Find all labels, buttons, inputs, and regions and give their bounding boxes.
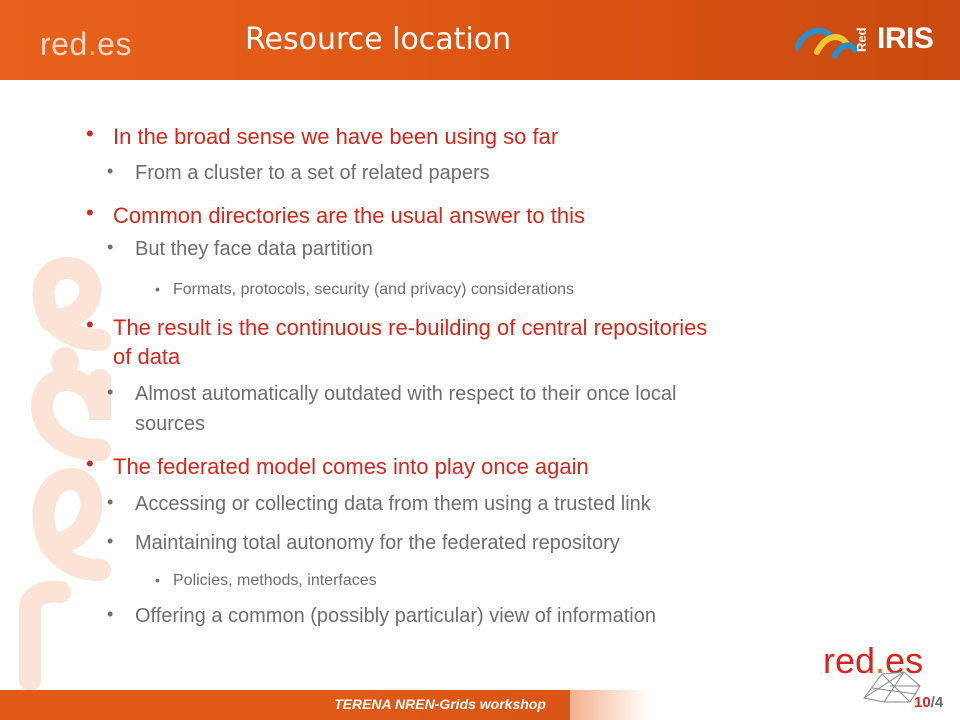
bullet-text: Maintaining total autonomy for the federated repository: [135, 532, 620, 554]
page-number: [914, 694, 943, 711]
bullet-level2: [107, 382, 677, 406]
bullet-text: But they face data partition: [135, 238, 373, 260]
bullet-marker: •: [86, 312, 94, 337]
bullet-text-line1: The result is the continuous re-building of central repositories: [113, 315, 708, 340]
bullet-text-line1: Almost automatically outdated with respect to their once local: [135, 383, 677, 405]
bullet-text: From a cluster to a set of related papers: [135, 162, 490, 184]
bullet-marker: •: [107, 382, 114, 402]
page-separator: /: [930, 694, 935, 711]
bullet-level3: [155, 281, 575, 299]
bullet-text: Offering a common (possibly particular) view of information: [135, 605, 656, 627]
bullet-marker: •: [107, 604, 114, 624]
bullet-level2-continuation: [135, 413, 205, 436]
bullet-marker: •: [107, 492, 114, 512]
bullet-level1: [86, 451, 589, 480]
logo-part-red: red: [823, 640, 876, 681]
bullet-text: Formats, protocols, security (and privacy) considerations: [173, 281, 575, 298]
bullet-marker: •: [86, 121, 94, 146]
bullet-marker: •: [107, 237, 114, 257]
rediris-red-label: Red: [854, 27, 869, 52]
bullet-level1: [86, 312, 708, 341]
bullet-text-line2: sources: [135, 413, 206, 435]
logo-dot: .: [87, 26, 98, 62]
bullet-level1: [86, 121, 559, 150]
bullet-marker: •: [107, 161, 114, 181]
bullet-marker: •: [86, 451, 94, 476]
rediris-iris-label: IRIS: [877, 22, 934, 55]
bullet-marker: •: [155, 572, 160, 588]
logo-dot: .: [875, 640, 886, 681]
bullet-text: In the broad sense we have been using so far: [113, 124, 559, 149]
bullet-marker: •: [107, 531, 114, 551]
logo-part-red: red: [40, 26, 88, 62]
bullet-level3: [155, 572, 377, 590]
bullet-level2: [107, 237, 373, 261]
bullet-level1: [86, 200, 585, 229]
bullet-marker: •: [155, 281, 160, 297]
bullet-level2: [107, 531, 620, 555]
bullet-text: Common directories are the usual answer to this: [113, 203, 585, 228]
bullet-text: The federated model comes into play once again: [113, 454, 589, 479]
logo-part-es: es: [885, 640, 924, 681]
footer-title: TERENA NREN-Grids workshop: [334, 696, 546, 712]
bullet-text: Accessing or collecting data from them using a trusted link: [135, 493, 651, 515]
slide-title: Resource location: [245, 22, 512, 57]
page-total: 4: [934, 694, 944, 711]
bullet-level2: [107, 604, 656, 628]
logo-part-es: es: [97, 26, 132, 62]
page-current: 10: [914, 694, 931, 711]
bullet-text-line2: of data: [113, 344, 181, 369]
bullet-text: Policies, methods, interfaces: [173, 572, 377, 589]
bullet-level1-continuation: [113, 344, 180, 370]
bullet-level2: [107, 492, 651, 516]
bullet-level2: [107, 161, 490, 185]
bullet-marker: •: [86, 200, 94, 225]
